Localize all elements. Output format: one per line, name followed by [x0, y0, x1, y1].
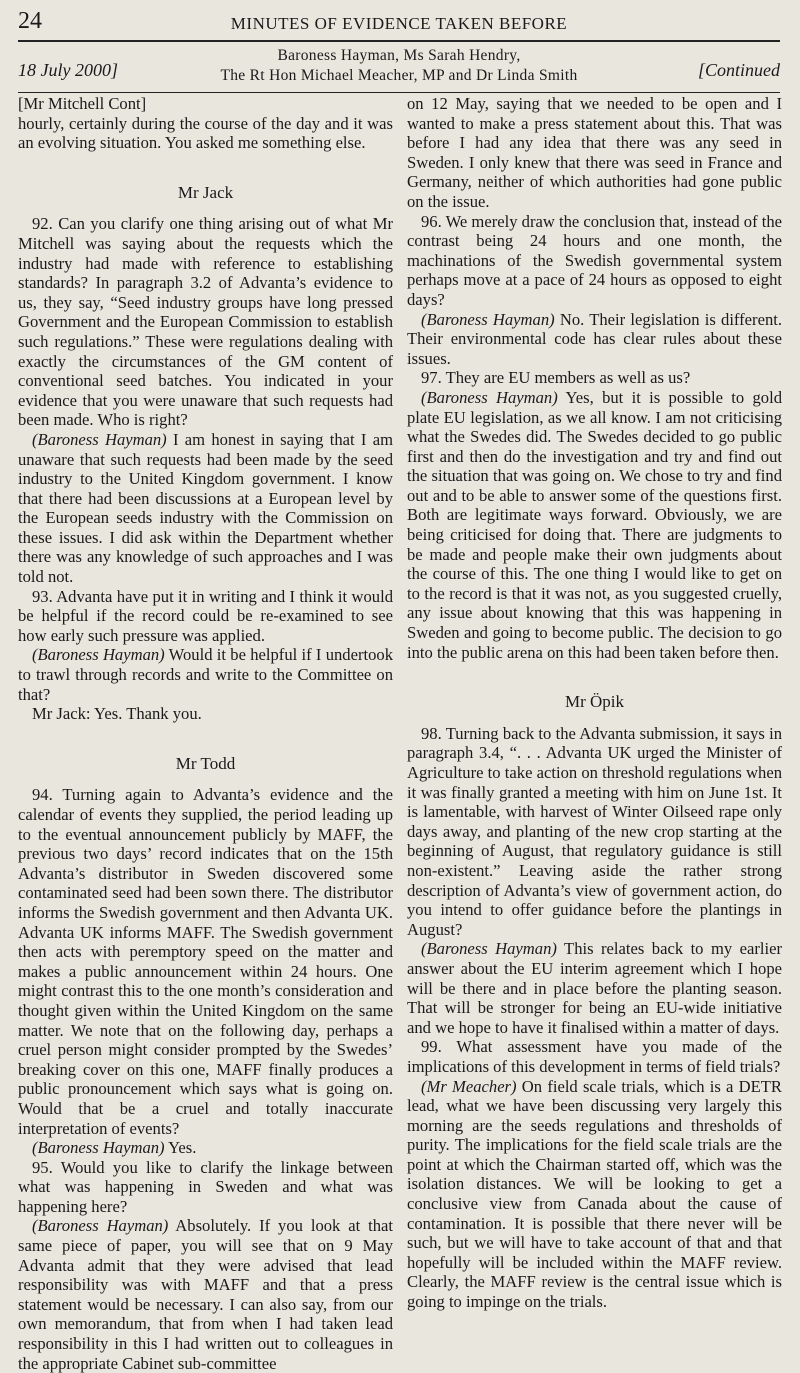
answer-92: (Baroness Hayman) I am honest in saying that I am unaware that such requests had been made by the seed industry to the United Kingdom government. I know that there had been discussions at a European level by the European seeds industry with the Commission on these issues. I did ask within the Department whether there was any knowledge of such approaches and I was told not. — [18, 429, 393, 587]
answer-99: (Mr Meacher) On field scale trials, which is a DETR lead, what we have been discussing very largely this morning are the seeds regulations and thresholds of purity. The implications for the field scale trials are the point at which the Chairman started off, which was the isolation distances. We will be looking to get a conclusive view from Canada about the cause of contamination. It is possible that there never will be such, but we will have to take account of that and that hopefully will be included within the MAFF review. Clearly, the MAFF review is the central issue which is going to impinge on the trials. — [407, 1076, 782, 1312]
continued-text: on 12 May, saying that we needed to be open and I wanted to make a press statement about this. That was before I had any idea that there was any seed in Sweden. I only knew that there was seed in France and Germany, neither of which authorities had gone public on the issue. — [407, 94, 782, 211]
answer-94: (Baroness Hayman) Yes. — [32, 1138, 197, 1158]
speaker-heading: Mr Todd — [175, 753, 236, 773]
question-99: 99. What assessment have you made of the implications of this development in terms of field trials? — [407, 1037, 782, 1076]
speaker-heading: Mr Öpik — [564, 692, 625, 712]
question-96: 96. We merely draw the conclusion that, instead of the contrast being 24 hours and one month, the machinations of the Swedish governmental system perhaps move at a pace of 24 hours as opposed to eight days? — [407, 211, 783, 309]
answer-speaker: (Baroness Hayman) — [32, 1138, 165, 1158]
header-title: MINUTES OF EVIDENCE TAKEN BEFORE — [230, 14, 568, 33]
answer-speaker: (Baroness Hayman) — [421, 309, 555, 329]
continued-label: [Continued — [697, 60, 780, 80]
running-header — [18, 8, 780, 38]
continued-text: hourly, certainly during the course of the day and it was an evolving situation. You asked me something else. — [18, 113, 393, 153]
question-94: 94. Turning again to Advanta’s evidence and the calendar of events they supplied, the period leading up to the eventual announcement publicly by MAFF, the previous two days’ record indicates that on the 15th Advanta’s distributor in Sweden discovered some contaminated seed had been sown there. The distributor informs the Swedish government and then Advanta UK. Advanta UK informs MAFF. The Swedish government then acts with peremptory speed on the matter and makes a public announcement within 24 hours. One might contrast this to the one month’s consideration and thought given within the United Kingdom on the same matter. We note that on the following day, perhaps a cruel person might consider prompted by the Swedes’ breaking cover on this one, MAFF finally produces a public pronouncement which says what is going on. Would that be a cruel and totally inaccurate interpretation of events? — [18, 785, 393, 1138]
question-93: 93. Advanta have put it in writing and I think it would be helpful if the record could be re-examined to see how early such pressure was applied. — [18, 586, 393, 645]
session-header — [18, 44, 780, 90]
response-93: Mr Jack: Yes. Thank you. — [32, 704, 202, 724]
witnesses-line-1: Baroness Hayman, Ms Sarah Hendry, — [277, 47, 521, 64]
answer-95: (Baroness Hayman) Absolutely. If you look at that same piece of paper, you will see that on 9 May Advanta admit that they were advised that lead responsibility was with MAFF and that a press statement would be necessary. I can also say, from our own memorandum, that from when I had taken lead responsibility in this I had written out to colleagues in the appropriate Cabinet sub-committee — [18, 1216, 393, 1373]
question-98: 98. Turning back to the Advanta submission, it says in paragraph 3.4, “. . . Advanta UK urged the Minister of Agriculture to take action on threshold regulations when it was finally granted a meeting with him on June 1st. It is lamentable, with harvest of Winter Oilseed rape only days away, and planting of the new crop starting at the beginning of August, that regulatory guidance is still non-existent.” Leaving aside the rather strong description of Advanta’s view of government action, do you intend to offer guidance before the plantings in August? — [407, 723, 782, 939]
header-rule-bottom — [18, 92, 780, 93]
answer-speaker: (Mr Meacher) — [421, 1076, 517, 1096]
answer-98: (Baroness Hayman) This relates back to my earlier answer about the EU interim agreement which I hope will be there and in place before the planting season. That will be stronger for being an EU-wide initiative and we hope to have it finalised within a matter of days. — [407, 939, 782, 1037]
continued-speaker-label: [Mr Mitchell Cont] — [18, 94, 147, 113]
page-number: 24 — [18, 8, 42, 34]
question-95: 95. Would you like to clarify the linkage between what was happening in Sweden and what was happening here? — [18, 1157, 393, 1216]
question-92: 92. Can you clarify one thing arising out of what Mr Mitchell was saying about the requests which the industry had made with reference to establishing standards? In paragraph 3.2 of Advanta’s evidence to us, they say, “Seed industry groups have long pressed Government and the European Commission to establish such regulations.” These were regulations dealing with exactly the circumstances of the GM content of conventional seed batches. You indicated in your evidence that you were unaware that such requests had been made. Who is right? — [18, 214, 393, 430]
answer-speaker: (Baroness Hayman) — [421, 387, 558, 407]
question-97: 97. They are EU members as well as us? — [421, 368, 691, 388]
answer-speaker: (Baroness Hayman) — [421, 939, 557, 959]
witness-names — [118, 46, 680, 86]
answer-97: (Baroness Hayman) Yes, but it is possible to gold plate EU legislation, as we all know. I am not criticising what the Swedes did. The Swedes decided to go public first and then do the investigation and try and find out the situation that was going on. We chose to try and find out and to be able to answer some of the questions first. Both are legitimate ways forward. Obviously, we are being criticised for doing that. There are judgments to be made and people make their own judgments about the course of this. The one thing I would like to get on to the record is that it was not, as you suggested cruelly, any issue about knowing that this was happening in Sweden and going to become public. The decision to go into the public arena on this had been taken before then. — [407, 387, 782, 662]
left-column — [18, 94, 393, 1373]
header-rule-top — [18, 40, 780, 42]
answer-speaker: (Baroness Hayman) — [32, 1216, 169, 1236]
witnesses-line-2: The Rt Hon Michael Meacher, MP and Dr Linda Smith — [220, 67, 578, 84]
answer-speaker: (Baroness Hayman) — [32, 645, 165, 665]
session-date: 18 July 2000] — [18, 60, 118, 80]
right-column — [407, 94, 782, 1312]
speaker-heading: Mr Jack — [177, 182, 234, 202]
answer-speaker: (Baroness Hayman) — [32, 429, 167, 449]
answer-93: (Baroness Hayman) Would it be helpful if I undertook to trawl through records and write to the Committee on that? — [18, 645, 393, 704]
answer-96: (Baroness Hayman) No. Their legislation is different. Their environmental code has clear rules about these issues. — [407, 309, 782, 368]
